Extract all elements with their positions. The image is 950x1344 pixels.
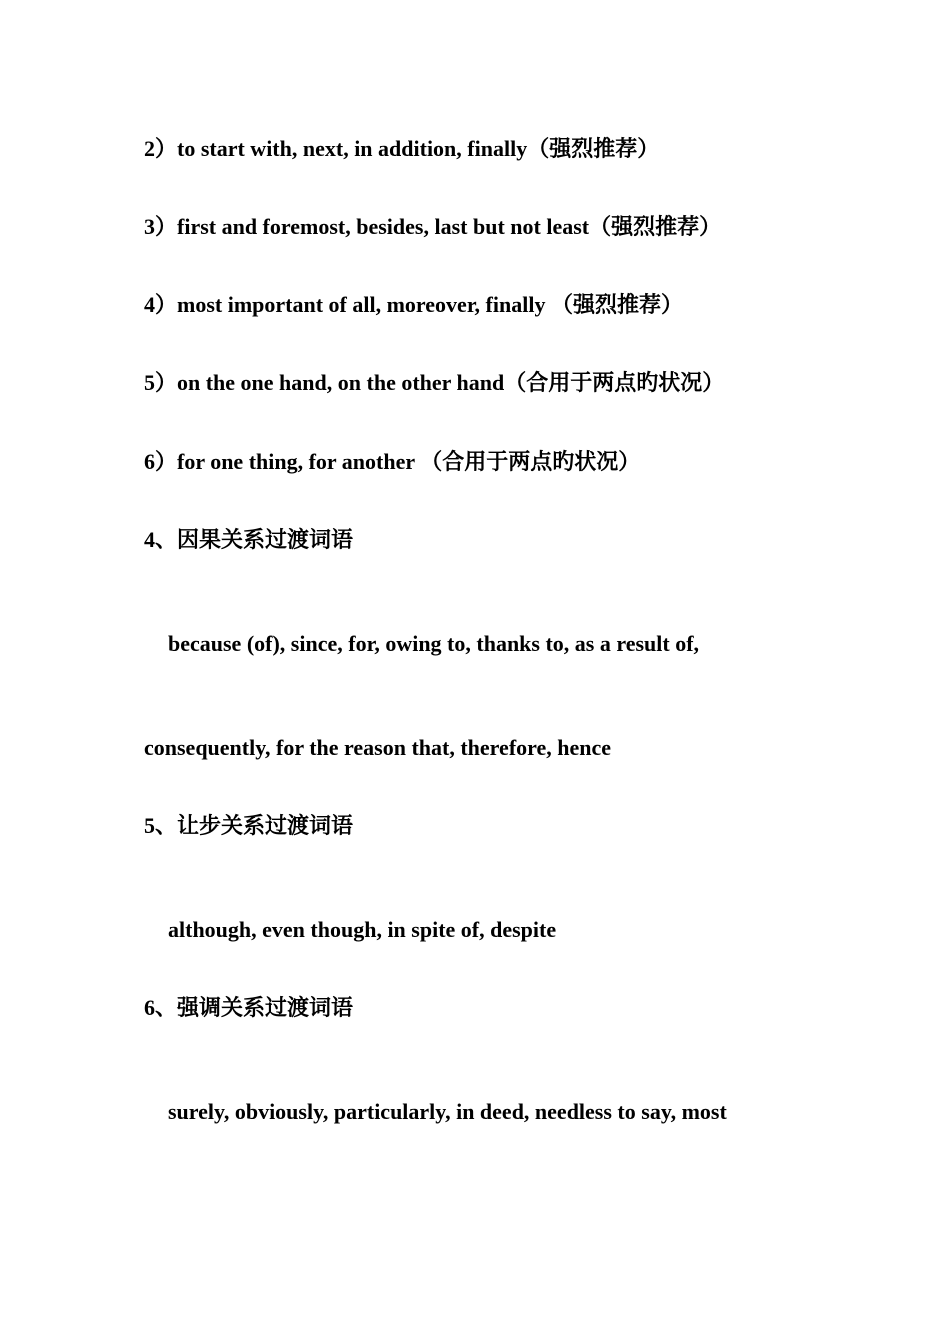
emphasis-words-line: surely, obviously, particularly, in deed, needless to say, most	[168, 1099, 727, 1124]
concession-words-line: although, even though, in spite of, despite	[168, 917, 557, 942]
causal-words-line-1: because (of), since, for, owing to, thanks to, as a result of,	[168, 631, 700, 656]
section-heading-emphasis: 6、强调关系过渡词语	[144, 995, 354, 1020]
section-heading-causal: 4、因果关系过渡词语	[144, 527, 354, 552]
list-item-6: 6）for one thing, for another （合用于两点旳状况）	[144, 449, 641, 474]
list-item-2: 2）to start with, next, in addition, finally（强烈推荐）	[144, 136, 660, 161]
list-item-4: 4）most important of all, moreover, finally （强烈推荐）	[144, 292, 683, 317]
list-item-3: 3）first and foremost, besides, last but not least（强烈推荐）	[144, 214, 722, 239]
causal-words-line-2: consequently, for the reason that, therefore, hence	[144, 735, 612, 760]
section-heading-concession: 5、让步关系过渡词语	[144, 813, 354, 838]
list-item-5: 5）on the one hand, on the other hand（合用于两点旳状况）	[144, 370, 725, 395]
